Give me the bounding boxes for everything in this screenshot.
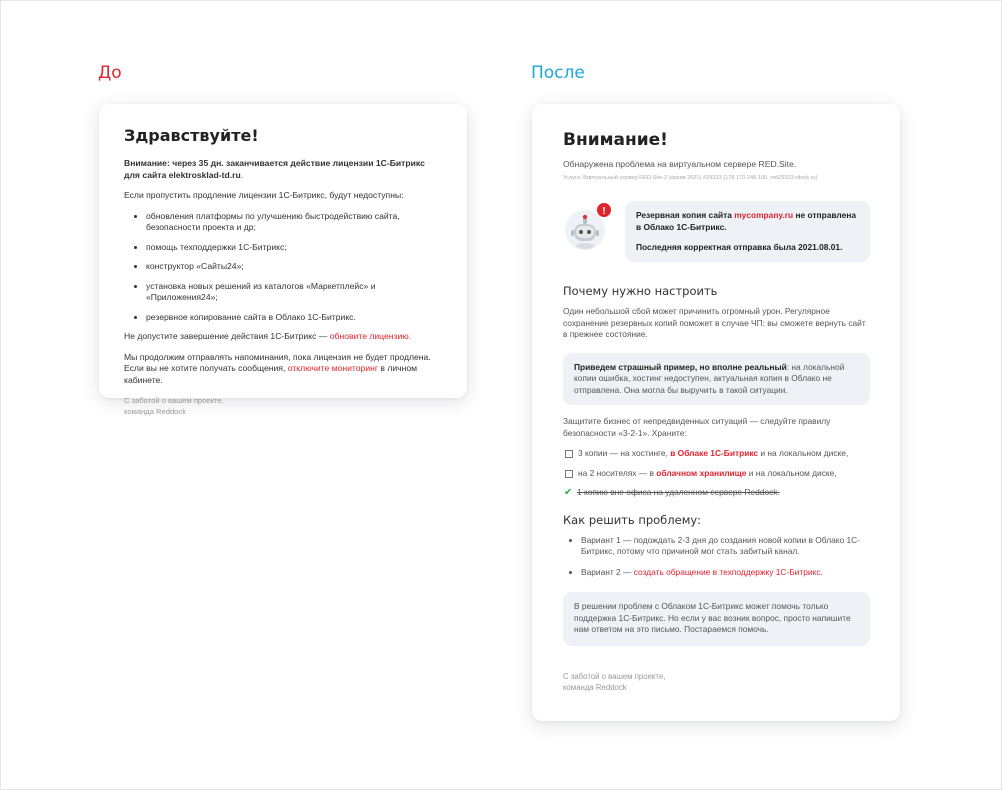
before-label: До [98, 63, 122, 83]
solve-list [563, 535, 870, 579]
cloud-link[interactable]: в Облаке 1С-Битрикс [670, 448, 759, 458]
after-title: Внимание! [563, 130, 668, 150]
before-remind-text: Мы продолжим отправлять напоминания, пока лицензия не будет продлена. Если вы не хотите получать сообщения, отключите мониторинг в личном кабинете. [124, 351, 431, 385]
before-intro: Если пропустить продление лицензии 1С-Битрикс, будут недоступны: [124, 190, 404, 200]
checkbox[interactable] [565, 450, 573, 458]
after-service-info: Услуга: Виртуальный сервер RED.Site-2 (архив 2021) #29323 (178.170.248.106, red29323.rdock.ru) [563, 175, 818, 181]
renew-license-link[interactable]: обновите лицензию. [329, 331, 412, 341]
alert-row [563, 201, 870, 262]
alert-last-sent: Последняя корректная отправка была 2021.08.01. [636, 242, 843, 252]
after-label: После [531, 63, 585, 83]
list-item: • Вариант 2 — создать обращение в техподдержку 1С-Битрикс. [581, 567, 870, 579]
list-item: • резервное копирование сайта в Облако 1С-Битрикс. [146, 312, 443, 324]
before-title: Здравствуйте! [124, 126, 259, 145]
after-email-card [532, 104, 900, 721]
why-title: Почему нужно настроить [563, 284, 718, 298]
help-box: В решении проблем с Облаком 1С-Битрикс может помочь только поддержка 1С-Битрикс. Но если у вас возник вопрос, просто напишите нам ответом на это письмо. Постараемся помочь. [563, 592, 870, 646]
check-icon: ✔ [564, 487, 573, 498]
protect-text: Защитите бизнес от непредвиденных ситуаций — следуйте правилу безопасности «3-2-1». Храните: [563, 416, 831, 438]
rule-3: ✔ 1 копию вне офиса на удаленном сервере Reddock. [564, 487, 780, 498]
list-item: • конструктор «Сайты24»; [146, 261, 443, 273]
before-feature-list [124, 211, 443, 324]
before-email-card [99, 104, 467, 416]
svg-text:!: ! [602, 206, 606, 217]
why-text: Один небольшой сбой может причинить огромный урон. Регулярное сохранение резервных копий поможет в случае ЧП: вы сможете вернуть сайт в прежнее состояние. [563, 306, 866, 339]
rule-1: 3 копии — на хостинге, в Облаке 1С-Битрикс и на локальном диске, [565, 448, 870, 460]
site-link[interactable]: mycompany.ru [734, 210, 794, 220]
list-item: • установка новых решений из каталогов «Маркетплейс» и «Приложения24»; [146, 281, 443, 304]
list-item: • помощь техподдержки 1С-Битрикс; [146, 242, 443, 254]
checkbox[interactable] [565, 470, 573, 478]
alert-badge-icon [597, 203, 611, 217]
robot-icon [563, 206, 613, 256]
after-subtitle: Обнаружена проблема на виртуальном сервере RED.Site. [563, 159, 797, 169]
list-item: • обновления платформы по улучшению быстродействию сайта, безопасности проекта и др; [146, 211, 443, 234]
alert-message: Резервная копия сайта mycompany.ru не отправлена в Облако 1С-Битрикс. [636, 210, 857, 232]
storage-link[interactable]: облачном хранилище [656, 467, 747, 478]
before-warning: Внимание: через 35 дн. заканчивается действие лицензии 1С-Битрикс для сайта elektrosklad-td.ru. [124, 158, 425, 180]
alert-box [625, 201, 870, 262]
disable-monitoring-link[interactable]: отключите мониторинг [287, 363, 379, 373]
rule-2: на 2 носителях — в облачном хранилище и на локальном диске, [565, 468, 870, 480]
after-signature: С заботой о вашем проекте, команда Reddock [563, 671, 666, 692]
before-renew-text: Не допустите завершение действия 1С-Битрикс — обновите лицензию. [124, 331, 412, 341]
before-signature: С заботой о вашем проекте, команда Reddock [124, 396, 224, 416]
list-item: • Вариант 1 — подождать 2-3 дня до создания новой копии в Облако 1С-Битрикс, потому что причиной мог стать забитый канал. [581, 535, 870, 558]
support-ticket-link[interactable]: создать обращение в техподдержку 1С-Битрикс [633, 566, 821, 577]
solve-title: Как решить проблему: [563, 512, 702, 527]
example-box: Приведем страшный пример, но вполне реальный: на локальной копии ошибка, хостинг недоступен, актуальная копия в Облако не отправлена. Она могла бы выручить в такой ситуации. [563, 353, 870, 406]
